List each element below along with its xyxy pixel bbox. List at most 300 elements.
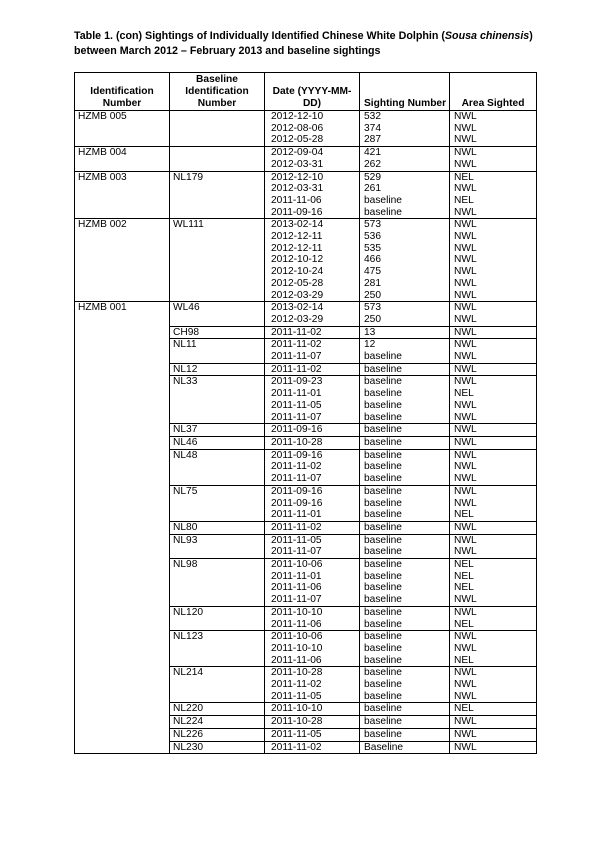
cell-sighting-number: 475 bbox=[360, 266, 450, 278]
cell-identification bbox=[75, 728, 170, 741]
cell-sighting-number: baseline bbox=[360, 619, 450, 631]
cell-identification bbox=[75, 619, 170, 631]
cell-baseline-id bbox=[170, 643, 265, 655]
cell-baseline-id: WL46 bbox=[170, 302, 265, 314]
cell-identification bbox=[75, 679, 170, 691]
cell-sighting-number: 573 bbox=[360, 302, 450, 314]
cell-identification bbox=[75, 400, 170, 412]
cell-date: 2011-11-02 bbox=[265, 339, 360, 351]
cell-sighting-number: 281 bbox=[360, 278, 450, 290]
cell-sighting-number: baseline bbox=[360, 485, 450, 497]
cell-identification bbox=[75, 582, 170, 594]
cell-area-sighted: NWL bbox=[450, 449, 537, 461]
table-row bbox=[75, 400, 537, 412]
table-row bbox=[75, 219, 537, 231]
cell-date: 2012-09-04 bbox=[265, 147, 360, 159]
cell-baseline-id bbox=[170, 400, 265, 412]
cell-sighting-number: baseline bbox=[360, 376, 450, 388]
cell-area-sighted: NEL bbox=[450, 619, 537, 631]
cell-area-sighted: NWL bbox=[450, 691, 537, 703]
cell-area-sighted: NEL bbox=[450, 703, 537, 716]
cell-date: 2011-10-10 bbox=[265, 643, 360, 655]
cell-baseline-id bbox=[170, 582, 265, 594]
table-row bbox=[75, 266, 537, 278]
table-row bbox=[75, 728, 537, 741]
cell-baseline-id bbox=[170, 207, 265, 219]
cell-date: 2011-10-10 bbox=[265, 606, 360, 618]
cell-baseline-id bbox=[170, 254, 265, 266]
table-row bbox=[75, 339, 537, 351]
cell-area-sighted: NWL bbox=[450, 134, 537, 146]
cell-baseline-id bbox=[170, 509, 265, 521]
cell-sighting-number: baseline bbox=[360, 728, 450, 741]
cell-identification bbox=[75, 123, 170, 135]
cell-area-sighted: NEL bbox=[450, 582, 537, 594]
cell-identification bbox=[75, 363, 170, 376]
cell-baseline-id: NL46 bbox=[170, 436, 265, 449]
cell-baseline-id bbox=[170, 473, 265, 485]
cell-area-sighted: NEL bbox=[450, 655, 537, 667]
cell-date: 2011-09-16 bbox=[265, 424, 360, 437]
cell-date: 2011-11-07 bbox=[265, 412, 360, 424]
cell-baseline-id bbox=[170, 461, 265, 473]
cell-baseline-id bbox=[170, 266, 265, 278]
cell-baseline-id: NL98 bbox=[170, 559, 265, 571]
cell-identification bbox=[75, 207, 170, 219]
cell-identification bbox=[75, 509, 170, 521]
cell-baseline-id bbox=[170, 655, 265, 667]
cell-sighting-number: baseline bbox=[360, 631, 450, 643]
cell-area-sighted: NWL bbox=[450, 412, 537, 424]
cell-sighting-number: baseline bbox=[360, 691, 450, 703]
table-row bbox=[75, 171, 537, 183]
table-row bbox=[75, 509, 537, 521]
cell-baseline-id: NL224 bbox=[170, 716, 265, 729]
cell-baseline-id bbox=[170, 183, 265, 195]
cell-area-sighted: NWL bbox=[450, 159, 537, 171]
cell-sighting-number: baseline bbox=[360, 534, 450, 546]
cell-date: 2011-11-07 bbox=[265, 546, 360, 558]
cell-baseline-id: NL220 bbox=[170, 703, 265, 716]
cell-sighting-number: baseline bbox=[360, 703, 450, 716]
cell-identification bbox=[75, 655, 170, 667]
cell-area-sighted: NWL bbox=[450, 123, 537, 135]
cell-baseline-id: NL37 bbox=[170, 424, 265, 437]
cell-baseline-id bbox=[170, 147, 265, 159]
cell-area-sighted: NEL bbox=[450, 571, 537, 583]
cell-identification bbox=[75, 485, 170, 497]
cell-baseline-id: NL179 bbox=[170, 171, 265, 183]
header-row bbox=[75, 73, 537, 111]
cell-area-sighted: NWL bbox=[450, 679, 537, 691]
cell-date: 2011-11-06 bbox=[265, 619, 360, 631]
cell-identification bbox=[75, 498, 170, 510]
cell-identification bbox=[75, 691, 170, 703]
cell-baseline-id: NL11 bbox=[170, 339, 265, 351]
cell-date: 2011-10-06 bbox=[265, 631, 360, 643]
cell-identification: HZMB 002 bbox=[75, 219, 170, 231]
cell-identification bbox=[75, 631, 170, 643]
cell-date: 2011-11-02 bbox=[265, 679, 360, 691]
cell-identification bbox=[75, 571, 170, 583]
cell-baseline-id: NL75 bbox=[170, 485, 265, 497]
cell-area-sighted: NWL bbox=[450, 741, 537, 754]
caption-prefix: Table 1. (con) Sightings of Individually Identified Chinese White Dolphin ( bbox=[74, 30, 445, 42]
cell-area-sighted: NWL bbox=[450, 243, 537, 255]
cell-area-sighted: NWL bbox=[450, 376, 537, 388]
cell-identification bbox=[75, 703, 170, 716]
cell-sighting-number: baseline bbox=[360, 436, 450, 449]
table-row bbox=[75, 254, 537, 266]
cell-area-sighted: NWL bbox=[450, 643, 537, 655]
cell-identification bbox=[75, 326, 170, 339]
cell-area-sighted: NWL bbox=[450, 716, 537, 729]
cell-sighting-number: baseline bbox=[360, 509, 450, 521]
cell-sighting-number: 421 bbox=[360, 147, 450, 159]
cell-identification bbox=[75, 412, 170, 424]
table-row bbox=[75, 183, 537, 195]
header-sighting-number: Sighting Number bbox=[360, 73, 450, 111]
cell-area-sighted: NWL bbox=[450, 485, 537, 497]
header-identification: Identification Number bbox=[75, 73, 170, 111]
cell-area-sighted: NWL bbox=[450, 278, 537, 290]
cell-sighting-number: 573 bbox=[360, 219, 450, 231]
cell-area-sighted: NWL bbox=[450, 473, 537, 485]
cell-date: 2011-11-02 bbox=[265, 363, 360, 376]
cell-date: 2013-02-14 bbox=[265, 219, 360, 231]
cell-identification bbox=[75, 436, 170, 449]
cell-baseline-id: CH98 bbox=[170, 326, 265, 339]
cell-identification: HZMB 001 bbox=[75, 302, 170, 314]
header-baseline: Baseline Identification Number bbox=[170, 73, 265, 111]
cell-baseline-id bbox=[170, 243, 265, 255]
cell-date: 2012-12-10 bbox=[265, 171, 360, 183]
cell-area-sighted: NWL bbox=[450, 351, 537, 363]
cell-baseline-id bbox=[170, 231, 265, 243]
cell-baseline-id: WL111 bbox=[170, 219, 265, 231]
cell-date: 2011-11-06 bbox=[265, 195, 360, 207]
cell-sighting-number: baseline bbox=[360, 643, 450, 655]
cell-date: 2011-09-16 bbox=[265, 449, 360, 461]
cell-baseline-id bbox=[170, 412, 265, 424]
table-row bbox=[75, 351, 537, 363]
cell-identification bbox=[75, 134, 170, 146]
cell-area-sighted: NWL bbox=[450, 521, 537, 534]
cell-sighting-number: baseline bbox=[360, 559, 450, 571]
table-caption bbox=[74, 29, 554, 59]
table-row bbox=[75, 424, 537, 437]
cell-sighting-number: 466 bbox=[360, 254, 450, 266]
cell-date: 2012-10-12 bbox=[265, 254, 360, 266]
cell-date: 2011-10-06 bbox=[265, 559, 360, 571]
table-row bbox=[75, 741, 537, 754]
cell-area-sighted: NWL bbox=[450, 400, 537, 412]
cell-area-sighted: NEL bbox=[450, 509, 537, 521]
cell-sighting-number: 532 bbox=[360, 111, 450, 123]
cell-date: 2011-11-01 bbox=[265, 571, 360, 583]
cell-baseline-id bbox=[170, 619, 265, 631]
cell-date: 2012-03-29 bbox=[265, 314, 360, 326]
cell-baseline-id bbox=[170, 498, 265, 510]
table-row bbox=[75, 314, 537, 326]
cell-date: 2012-12-10 bbox=[265, 111, 360, 123]
cell-baseline-id bbox=[170, 679, 265, 691]
cell-sighting-number: baseline bbox=[360, 424, 450, 437]
table-row bbox=[75, 534, 537, 546]
table-row bbox=[75, 485, 537, 497]
cell-sighting-number: 535 bbox=[360, 243, 450, 255]
cell-date: 2011-11-02 bbox=[265, 741, 360, 754]
cell-sighting-number: baseline bbox=[360, 195, 450, 207]
cell-baseline-id: NL48 bbox=[170, 449, 265, 461]
cell-identification bbox=[75, 254, 170, 266]
cell-baseline-id bbox=[170, 159, 265, 171]
cell-date: 2011-11-02 bbox=[265, 326, 360, 339]
header-area-sighted: Area Sighted bbox=[450, 73, 537, 111]
cell-area-sighted: NWL bbox=[450, 594, 537, 606]
table-row bbox=[75, 449, 537, 461]
table-row bbox=[75, 667, 537, 679]
cell-area-sighted: NEL bbox=[450, 388, 537, 400]
cell-identification bbox=[75, 290, 170, 302]
cell-date: 2011-09-16 bbox=[265, 207, 360, 219]
cell-date: 2011-11-01 bbox=[265, 388, 360, 400]
cell-sighting-number: baseline bbox=[360, 606, 450, 618]
cell-identification bbox=[75, 278, 170, 290]
table-row bbox=[75, 716, 537, 729]
table-body bbox=[75, 111, 537, 754]
cell-date: 2011-11-07 bbox=[265, 473, 360, 485]
cell-sighting-number: baseline bbox=[360, 388, 450, 400]
cell-identification bbox=[75, 667, 170, 679]
cell-sighting-number: 250 bbox=[360, 290, 450, 302]
cell-area-sighted: NWL bbox=[450, 667, 537, 679]
table-row bbox=[75, 123, 537, 135]
cell-area-sighted: NWL bbox=[450, 314, 537, 326]
cell-date: 2011-10-28 bbox=[265, 436, 360, 449]
cell-sighting-number: 529 bbox=[360, 171, 450, 183]
cell-sighting-number: 536 bbox=[360, 231, 450, 243]
cell-identification bbox=[75, 159, 170, 171]
table-row bbox=[75, 388, 537, 400]
cell-baseline-id bbox=[170, 290, 265, 302]
cell-sighting-number: baseline bbox=[360, 449, 450, 461]
cell-identification bbox=[75, 424, 170, 437]
cell-sighting-number: baseline bbox=[360, 594, 450, 606]
cell-sighting-number: 13 bbox=[360, 326, 450, 339]
cell-sighting-number: 374 bbox=[360, 123, 450, 135]
cell-area-sighted: NWL bbox=[450, 339, 537, 351]
cell-date: 2012-05-28 bbox=[265, 134, 360, 146]
table-row bbox=[75, 207, 537, 219]
cell-identification bbox=[75, 266, 170, 278]
table-row bbox=[75, 231, 537, 243]
cell-identification: HZMB 004 bbox=[75, 147, 170, 159]
cell-area-sighted: NWL bbox=[450, 266, 537, 278]
cell-identification bbox=[75, 521, 170, 534]
cell-date: 2011-11-05 bbox=[265, 728, 360, 741]
cell-identification bbox=[75, 183, 170, 195]
table-row bbox=[75, 473, 537, 485]
table-row bbox=[75, 498, 537, 510]
cell-area-sighted: NWL bbox=[450, 326, 537, 339]
cell-sighting-number: baseline bbox=[360, 655, 450, 667]
cell-sighting-number: baseline bbox=[360, 667, 450, 679]
header-date: Date (YYYY-MM-DD) bbox=[265, 73, 360, 111]
cell-date: 2011-11-05 bbox=[265, 691, 360, 703]
cell-area-sighted: NWL bbox=[450, 231, 537, 243]
cell-sighting-number: 12 bbox=[360, 339, 450, 351]
table-row bbox=[75, 111, 537, 123]
table-row bbox=[75, 326, 537, 339]
table-row bbox=[75, 147, 537, 159]
cell-sighting-number: baseline bbox=[360, 412, 450, 424]
cell-sighting-number: baseline bbox=[360, 679, 450, 691]
cell-identification bbox=[75, 461, 170, 473]
cell-date: 2011-09-16 bbox=[265, 498, 360, 510]
cell-date: 2011-10-28 bbox=[265, 716, 360, 729]
table-row bbox=[75, 703, 537, 716]
cell-date: 2011-11-01 bbox=[265, 509, 360, 521]
cell-sighting-number: baseline bbox=[360, 582, 450, 594]
cell-sighting-number: 250 bbox=[360, 314, 450, 326]
table-row bbox=[75, 582, 537, 594]
cell-date: 2012-05-28 bbox=[265, 278, 360, 290]
cell-date: 2011-10-28 bbox=[265, 667, 360, 679]
cell-area-sighted: NWL bbox=[450, 728, 537, 741]
table-row bbox=[75, 461, 537, 473]
sightings-table bbox=[74, 72, 537, 754]
cell-area-sighted: NWL bbox=[450, 183, 537, 195]
cell-area-sighted: NWL bbox=[450, 436, 537, 449]
cell-date: 2012-03-31 bbox=[265, 159, 360, 171]
cell-baseline-id: NL93 bbox=[170, 534, 265, 546]
cell-identification bbox=[75, 559, 170, 571]
cell-date: 2011-11-06 bbox=[265, 655, 360, 667]
cell-date: 2011-11-07 bbox=[265, 351, 360, 363]
cell-sighting-number: baseline bbox=[360, 351, 450, 363]
cell-identification bbox=[75, 473, 170, 485]
cell-identification bbox=[75, 643, 170, 655]
cell-baseline-id bbox=[170, 351, 265, 363]
cell-sighting-number: baseline bbox=[360, 473, 450, 485]
cell-date: 2011-11-02 bbox=[265, 521, 360, 534]
table-row bbox=[75, 691, 537, 703]
cell-identification bbox=[75, 351, 170, 363]
cell-identification bbox=[75, 231, 170, 243]
cell-area-sighted: NWL bbox=[450, 363, 537, 376]
cell-sighting-number: 287 bbox=[360, 134, 450, 146]
cell-date: 2011-11-02 bbox=[265, 461, 360, 473]
cell-identification bbox=[75, 534, 170, 546]
table-row bbox=[75, 363, 537, 376]
table-row bbox=[75, 302, 537, 314]
cell-date: 2011-11-05 bbox=[265, 400, 360, 412]
cell-baseline-id: NL33 bbox=[170, 376, 265, 388]
table-row bbox=[75, 594, 537, 606]
cell-identification bbox=[75, 449, 170, 461]
table-row bbox=[75, 521, 537, 534]
cell-area-sighted: NWL bbox=[450, 606, 537, 618]
cell-area-sighted: NEL bbox=[450, 171, 537, 183]
cell-baseline-id bbox=[170, 278, 265, 290]
cell-area-sighted: NEL bbox=[450, 559, 537, 571]
cell-area-sighted: NWL bbox=[450, 631, 537, 643]
table-row bbox=[75, 436, 537, 449]
cell-date: 2011-11-05 bbox=[265, 534, 360, 546]
cell-area-sighted: NWL bbox=[450, 147, 537, 159]
caption-species: Sousa chinensis bbox=[444, 30, 530, 42]
cell-identification bbox=[75, 716, 170, 729]
cell-sighting-number: baseline bbox=[360, 498, 450, 510]
cell-baseline-id: NL230 bbox=[170, 741, 265, 754]
cell-date: 2012-12-11 bbox=[265, 231, 360, 243]
cell-identification bbox=[75, 376, 170, 388]
table-row bbox=[75, 606, 537, 618]
table-row bbox=[75, 559, 537, 571]
cell-baseline-id bbox=[170, 134, 265, 146]
table-row bbox=[75, 631, 537, 643]
cell-sighting-number: baseline bbox=[360, 571, 450, 583]
cell-sighting-number: 261 bbox=[360, 183, 450, 195]
cell-identification bbox=[75, 339, 170, 351]
table-row bbox=[75, 243, 537, 255]
cell-baseline-id: NL226 bbox=[170, 728, 265, 741]
cell-baseline-id bbox=[170, 195, 265, 207]
table-row bbox=[75, 643, 537, 655]
cell-baseline-id bbox=[170, 123, 265, 135]
cell-baseline-id bbox=[170, 314, 265, 326]
cell-area-sighted: NWL bbox=[450, 534, 537, 546]
cell-area-sighted: NWL bbox=[450, 302, 537, 314]
cell-area-sighted: NEL bbox=[450, 195, 537, 207]
cell-sighting-number: baseline bbox=[360, 363, 450, 376]
cell-area-sighted: NWL bbox=[450, 461, 537, 473]
cell-baseline-id bbox=[170, 691, 265, 703]
table-row bbox=[75, 159, 537, 171]
cell-baseline-id: NL120 bbox=[170, 606, 265, 618]
cell-identification bbox=[75, 594, 170, 606]
cell-baseline-id bbox=[170, 594, 265, 606]
cell-sighting-number: baseline bbox=[360, 400, 450, 412]
table-row bbox=[75, 134, 537, 146]
table-row bbox=[75, 412, 537, 424]
cell-area-sighted: NWL bbox=[450, 219, 537, 231]
cell-identification bbox=[75, 195, 170, 207]
table-row bbox=[75, 679, 537, 691]
cell-area-sighted: NWL bbox=[450, 424, 537, 437]
cell-sighting-number: baseline bbox=[360, 521, 450, 534]
cell-baseline-id bbox=[170, 546, 265, 558]
table-row bbox=[75, 290, 537, 302]
cell-date: 2012-03-31 bbox=[265, 183, 360, 195]
table-row bbox=[75, 376, 537, 388]
cell-area-sighted: NWL bbox=[450, 111, 537, 123]
cell-identification bbox=[75, 243, 170, 255]
cell-sighting-number: baseline bbox=[360, 546, 450, 558]
cell-area-sighted: NWL bbox=[450, 546, 537, 558]
cell-baseline-id: NL80 bbox=[170, 521, 265, 534]
cell-identification: HZMB 005 bbox=[75, 111, 170, 123]
cell-date: 2012-03-29 bbox=[265, 290, 360, 302]
cell-date: 2012-12-11 bbox=[265, 243, 360, 255]
cell-baseline-id: NL214 bbox=[170, 667, 265, 679]
cell-sighting-number: baseline bbox=[360, 716, 450, 729]
cell-identification bbox=[75, 388, 170, 400]
cell-sighting-number: baseline bbox=[360, 207, 450, 219]
cell-identification bbox=[75, 314, 170, 326]
cell-identification: HZMB 003 bbox=[75, 171, 170, 183]
